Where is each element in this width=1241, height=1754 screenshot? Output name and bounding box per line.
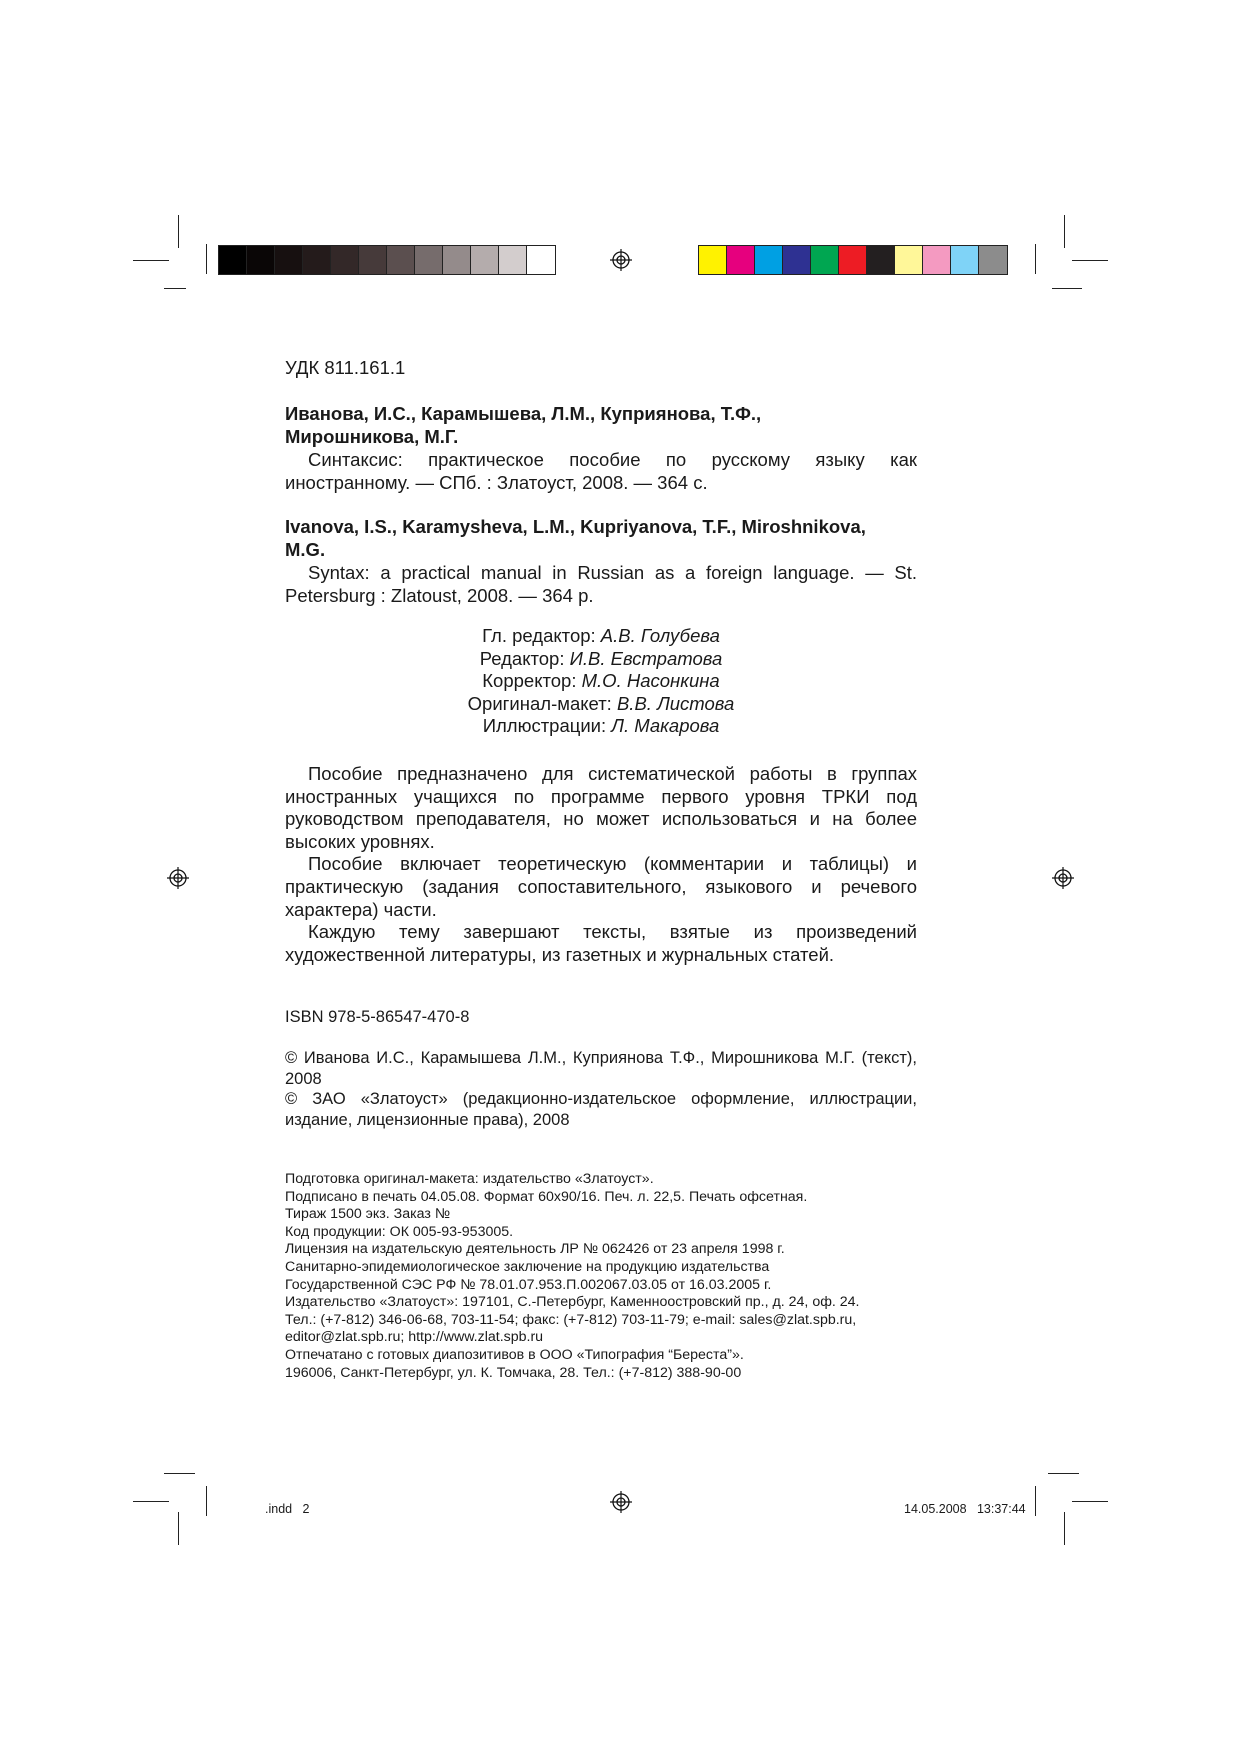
gray-swatch <box>331 246 359 274</box>
crop-mark-bottom-left-v2 <box>178 1512 179 1545</box>
imprint-line: 196006, Санкт-Петербург, ул. К. Томчака, 28. Тел.: (+7-812) 388-90-00 <box>285 1364 742 1381</box>
imprint-line: Тел.: (+7-812) 346-06-68, 703-11-54; факс: (+7-812) 703-11-79; e-mail: sales@zlat.spb.ru, <box>285 1311 857 1328</box>
credit-line <box>285 625 917 648</box>
authors-en-line-2: M.G. <box>285 539 326 560</box>
udk-code: УДК 811.161.1 <box>285 357 406 378</box>
imprint-line: Подготовка оригинал-макета: издательство «Златоуст». <box>285 1171 654 1187</box>
credit-name: Л. Макарова <box>611 715 720 736</box>
process-color-swatch <box>755 246 783 274</box>
crop-mark-bottom-right-h <box>1048 1473 1079 1474</box>
isbn: ISBN 978-5-86547-470-8 <box>285 1008 470 1026</box>
copyright-line: © ЗАО «Златоуст» (редакционно-издательское оформление, иллюстрации, издание, лицензионные права), 2008 <box>285 1090 917 1129</box>
crop-mark-bottom-left-h <box>164 1473 195 1474</box>
crop-mark-top-left-v <box>178 215 179 248</box>
annotation-paragraph: Каждую тему завершают тексты, взятые из произведений художественной литературы, из газетных и журнальных статей. <box>285 921 917 965</box>
process-color-swatch <box>839 246 867 274</box>
credit-line <box>285 670 917 693</box>
imprint-line: Подписано в печать 04.05.08. Формат 60х90/16. Печ. л. 22,5. Печать офсетная. <box>285 1188 808 1205</box>
process-color-swatch <box>895 246 923 274</box>
gray-swatch <box>275 246 303 274</box>
bibliographic-record-en <box>285 515 917 607</box>
gray-swatch <box>443 246 471 274</box>
credit-line <box>285 715 917 738</box>
gray-swatch <box>527 246 555 274</box>
credit-name: А.В. Голубева <box>600 625 720 646</box>
imprint-line: Код продукции: ОК 005-93-953005. <box>285 1223 514 1240</box>
process-color-bar <box>698 245 1008 275</box>
crop-mark-bottom-right-v2 <box>1064 1512 1065 1545</box>
process-color-swatch <box>727 246 755 274</box>
credit-name: В.В. Листова <box>616 692 735 714</box>
title-ru: Синтаксис: практическое пособие по русскому языку как иностранному. — СПб. : Златоуст, 2008. — 364 с. <box>285 449 917 493</box>
credit-name: И.В. Евстратова <box>569 647 723 669</box>
annotation-paragraph: Пособие предназначено для систематической работы в группах иностранных учащихся по программе первого уровня ТРКИ под руководством преподавателя, но может использоваться и на более высоких уровнях. <box>285 763 917 852</box>
gray-swatch <box>499 246 527 274</box>
process-color-swatch <box>811 246 839 274</box>
gray-swatch <box>387 246 415 274</box>
bibliographic-record-ru <box>285 402 917 494</box>
gray-swatch <box>247 246 275 274</box>
crop-mark-bottom-right-h2 <box>1072 1501 1108 1502</box>
process-color-swatch <box>979 246 1007 274</box>
crop-mark-top-right-v <box>1064 215 1065 248</box>
credit-name: М.О. Насонкина <box>581 670 720 691</box>
registration-mark-icon <box>610 1491 632 1513</box>
gray-swatch <box>471 246 499 274</box>
process-color-swatch <box>867 246 895 274</box>
gray-swatch <box>415 246 443 274</box>
title-en: Syntax: a practical manual in Russian as a foreign language. — St. Petersburg : Zlatoust, 2008. — 364 p. <box>285 562 917 606</box>
crop-mark-top-left-h2 <box>164 288 186 289</box>
imprint-block <box>285 1171 917 1382</box>
crop-mark-bottom-right-v <box>1035 1486 1036 1516</box>
imprint-line: Государственной СЭС РФ № 78.01.07.953.П.002067.03.05 от 16.03.2005 г. <box>285 1276 772 1293</box>
crop-mark-top-left-h <box>133 260 169 261</box>
process-color-swatch <box>699 246 727 274</box>
grayscale-color-bar <box>218 245 556 275</box>
gray-swatch <box>303 246 331 274</box>
process-color-swatch <box>951 246 979 274</box>
slug-timestamp: 14.05.2008 13:37:44 <box>904 1502 1026 1516</box>
credit-role: Редактор: <box>479 647 565 669</box>
copyright-block <box>285 1048 917 1130</box>
credit-role: Иллюстрации: <box>482 715 607 736</box>
authors-ru-line-2: Мирошникова, М.Г. <box>285 426 459 447</box>
imprint-line: Лицензия на издательскую деятельность ЛР № 062426 от 23 апреля 1998 г. <box>285 1241 785 1258</box>
authors-en-line-1: Ivanova, I.S., Karamysheva, L.M., Kupriyanova, T.F., Miroshnikova, <box>285 516 866 537</box>
gray-swatch <box>359 246 387 274</box>
credit-role: Корректор: <box>482 670 577 691</box>
crop-mark-bottom-left-v <box>206 1486 207 1516</box>
imprint-line: Санитарно-эпидемиологическое заключение на продукцию издательства <box>285 1258 770 1275</box>
crop-mark-bottom-left-h2 <box>133 1501 169 1502</box>
crop-mark-top-right-h2 <box>1052 288 1082 289</box>
credit-role: Оригинал-макет: <box>467 692 612 714</box>
credit-role: Гл. редактор: <box>482 625 596 646</box>
authors-ru-line-1: Иванова, И.С., Карамышева, Л.М., Куприянова, Т.Ф., <box>285 403 762 424</box>
crop-mark-top-right-v2 <box>1035 244 1036 274</box>
credit-line <box>285 693 917 716</box>
annotation <box>285 763 917 966</box>
registration-mark-icon <box>167 867 189 889</box>
credits-block <box>285 625 917 738</box>
imprint-line: Издательство «Златоуст»: 197101, С.-Петербург, Каменноостровский пр., д. 24, оф. 24. <box>285 1294 860 1311</box>
crop-mark-top-left-v2 <box>206 244 207 274</box>
slug-filename: .indd 2 <box>265 1502 310 1516</box>
process-color-swatch <box>923 246 951 274</box>
imprint-line: editor@zlat.spb.ru; http://www.zlat.spb.ru <box>285 1329 544 1346</box>
registration-mark-icon <box>1052 867 1074 889</box>
process-color-swatch <box>783 246 811 274</box>
crop-mark-top-right-h <box>1072 260 1108 261</box>
credit-line <box>285 648 917 671</box>
copyright-line: © Иванова И.С., Карамышева Л.М., Куприянова Т.Ф., Мирошникова М.Г. (текст), 2008 <box>285 1049 917 1088</box>
imprint-line: Тираж 1500 экз. Заказ № <box>285 1206 451 1223</box>
annotation-paragraph: Пособие включает теоретическую (комментарии и таблицы) и практическую (задания сопоставительного, языкового и речевого характера) части. <box>285 853 917 920</box>
gray-swatch <box>219 246 247 274</box>
imprint-line: Отпечатано с готовых диапозитивов в ООО «Типография “Береста”». <box>285 1346 744 1363</box>
registration-mark-icon <box>610 249 632 271</box>
